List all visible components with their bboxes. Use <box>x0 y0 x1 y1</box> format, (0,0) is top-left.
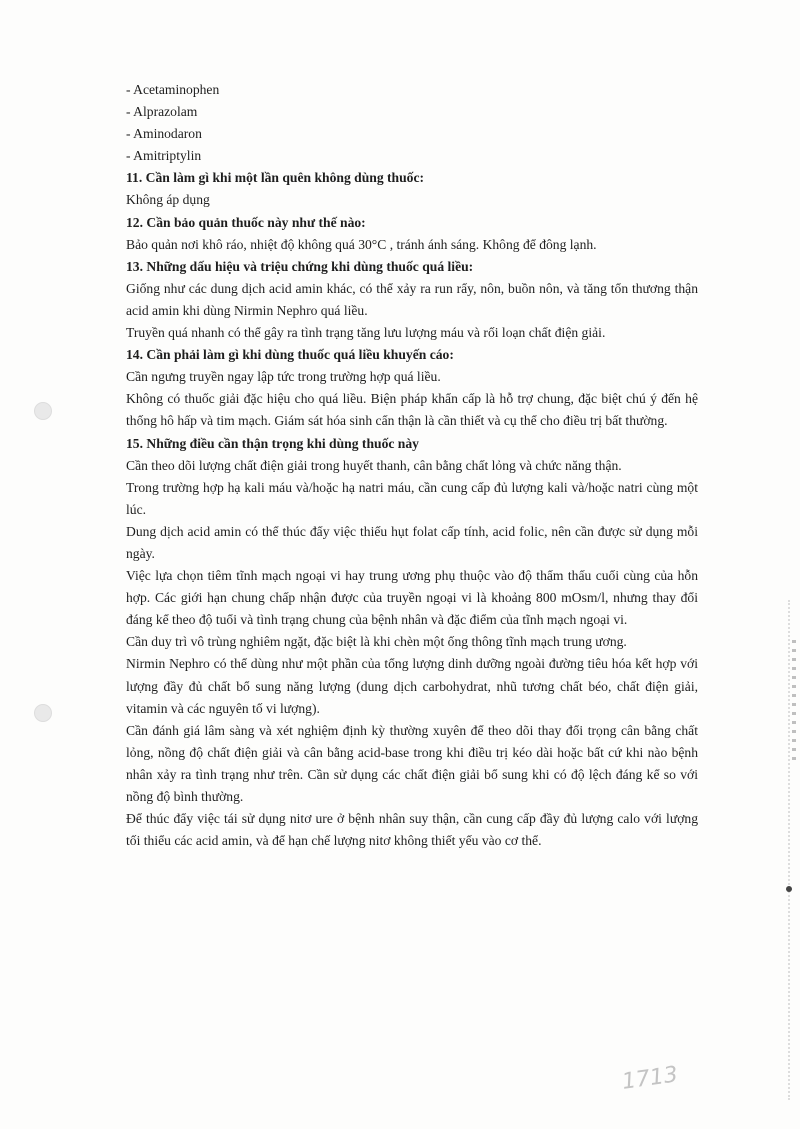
section-15-paragraph: Cần duy trì vô trùng nghiêm ngặt, đặc biệt là khi chèn một ống thông tĩnh mạch trung ương. <box>126 634 627 650</box>
interaction-item: - Amitriptylin <box>126 148 202 164</box>
section-14-paragraph: Không có thuốc giải đặc hiệu cho quá liều. Biện pháp khẩn cấp là hỗ trợ chung, đặc biệt chú ý đến hệ thống hô hấp và tim mạch. Giám sát hóa sinh cẩn thận là cần thiết và cụ thể cho điều trị bất thường. <box>126 391 698 429</box>
scan-edge-marks <box>776 600 790 1100</box>
handwritten-page-number: 1713 <box>620 1062 680 1095</box>
section-15-paragraph: Cần theo dõi lượng chất điện giải trong huyết thanh, cân bằng chất lỏng và chức năng thận. <box>126 457 622 473</box>
interaction-item: - Alprazolam <box>126 104 198 120</box>
interaction-item: - Acetaminophen <box>126 82 220 97</box>
punch-hole-mark <box>34 402 52 420</box>
section-14-paragraph: Cần ngưng truyền ngay lập tức trong trường hợp quá liều. <box>126 369 441 385</box>
scan-dot <box>786 886 792 892</box>
section-11-body: Không áp dụng <box>126 192 210 208</box>
section-13-paragraph: Giống như các dung dịch acid amin khác, có thể xảy ra run rẩy, nôn, buồn nôn, và tăng tổn thương thận acid amin khi dùng Nirmin Nephro quá liều. <box>126 280 698 318</box>
section-15-paragraph: Dung dịch acid amin có thể thúc đẩy việc thiếu hụt folat cấp tính, acid folic, nên cần được sử dụng mỗi ngày. <box>126 523 698 561</box>
section-12-body: Bảo quản nơi khô ráo, nhiệt độ không quá 30°C , tránh ánh sáng. Không để đông lạnh. <box>126 236 597 252</box>
section-12-heading: 12. Cần bảo quản thuốc này như thế nào: <box>126 214 366 230</box>
section-15-paragraph: Cần đánh giá lâm sàng và xét nghiệm định kỳ thường xuyên để theo dõi thay đổi trọng cân bằng chất lỏng, nồng độ chất điện giải và cân bằng acid-base trong khi điều trị kéo dài hoặc bất cứ khi nào bệnh nhân xảy ra tình trạng như trên. Cần sử dụng các chất điện giải bổ sung khi có độ lệch đáng kể so với nồng độ bình thường. <box>126 722 698 804</box>
section-15-heading: 15. Những điều cần thận trọng khi dùng thuốc này <box>126 435 419 451</box>
section-13-heading: 13. Những dấu hiệu và triệu chứng khi dùng thuốc quá liều: <box>126 258 474 274</box>
section-15-paragraph: Trong trường hợp hạ kali máu và/hoặc hạ natri máu, cần cung cấp đủ lượng kali và/hoặc natri cùng một lúc. <box>126 479 698 517</box>
section-15-paragraph: Việc lựa chọn tiêm tĩnh mạch ngoại vi hay trung ương phụ thuộc vào độ thẩm thấu cuối cùng của hỗn hợp. Các giới hạn chung chấp nhận được của truyền ngoại vi là khoảng 800 mOsm/l, nhưng thay đổi đáng kể theo độ tuổi và tình trạng chung của bệnh nhân và đặc điểm của tĩnh mạch ngoại vi. <box>126 568 698 628</box>
punch-hole-mark <box>34 704 52 722</box>
scan-edge-marks <box>792 640 796 760</box>
section-11-heading: 11. Cần làm gì khi một lần quên không dùng thuốc: <box>126 170 425 186</box>
interaction-item: - Aminodaron <box>126 126 202 142</box>
document-body <box>126 79 698 852</box>
section-13-paragraph: Truyền quá nhanh có thể gây ra tình trạng tăng lưu lượng máu và rối loạn chất điện giải. <box>126 325 606 341</box>
section-15-paragraph: Để thúc đẩy việc tái sử dụng nitơ ure ở bệnh nhân suy thận, cần cung cấp đầy đủ lượng calo với lượng tối thiểu các acid amin, và để hạn chế lượng nitơ không thiết yếu vào cơ thể. <box>126 811 698 849</box>
section-14-heading: 14. Cần phải làm gì khi dùng thuốc quá liều khuyến cáo: <box>126 347 454 363</box>
section-15-paragraph: Nirmin Nephro có thể dùng như một phần của tổng lượng dinh dưỡng ngoài đường tiêu hóa kết hợp với lượng đầy đủ chất bổ sung năng lượng (dung dịch carbohydrat, nhũ tương chất béo, chất điện giải, vitamin và các nguyên tố vi lượng). <box>126 656 698 716</box>
